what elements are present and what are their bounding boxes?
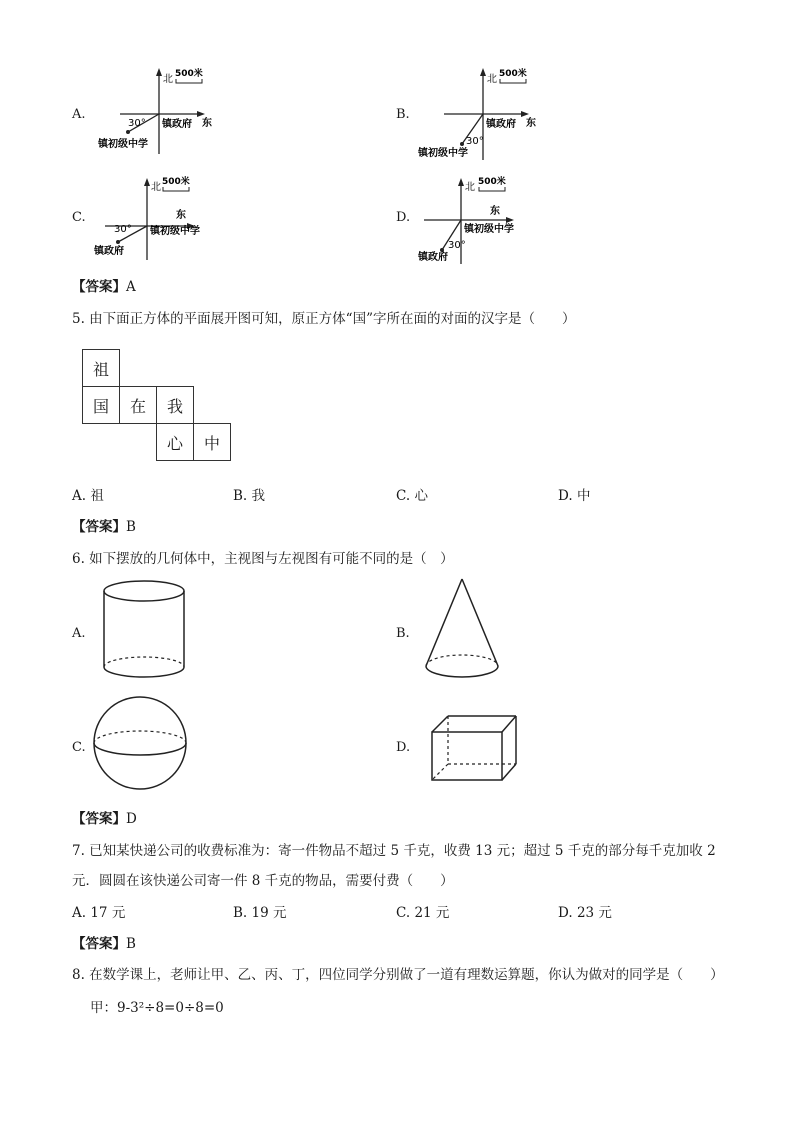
- net-face: 国: [82, 386, 120, 424]
- east-label: 东: [176, 210, 186, 221]
- q6-option-b-letter: B.: [396, 626, 410, 641]
- sphere-shape: [88, 695, 192, 793]
- north-label: 北: [465, 182, 475, 193]
- scale-label: 500米: [175, 69, 203, 79]
- q4-option-a-letter: A.: [72, 107, 86, 122]
- q4-option-a-diagram: [90, 62, 240, 162]
- q7-option-d: D. 23 元: [558, 905, 612, 921]
- net-face: 中: [193, 423, 231, 461]
- q5-option-c: C. 心: [396, 488, 428, 504]
- q5-option-d: D. 中: [558, 488, 591, 504]
- net-face: 我: [156, 386, 194, 424]
- q8-question: 8. 在数学课上，老师让甲、乙、丙、丁，四位同学分别做了一道有理数运算题，你认为做对的同学是（ ）: [72, 967, 724, 983]
- q4-option-c-diagram: [90, 172, 240, 264]
- school-label: 镇初级中学: [150, 226, 200, 237]
- school-label: 镇初级中学: [98, 139, 148, 150]
- q7-question-line2: 元．圆圆在该快递公司寄一件 8 千克的物品，需要付费（ ）: [72, 873, 454, 889]
- q4-option-d-letter: D.: [396, 210, 411, 225]
- east-label: 东: [526, 118, 536, 129]
- gov-label: 镇政府: [418, 252, 448, 263]
- q4-option-b-letter: B.: [396, 107, 410, 122]
- gov-label: 镇政府: [162, 119, 192, 130]
- q5-question: 5. 由下面正方体的平面展开图可知，原正方体“国”字所在面的对面的汉字是（ ）: [72, 311, 576, 327]
- east-label: 东: [490, 206, 500, 217]
- angle-label: 30°: [128, 118, 146, 129]
- q4-option-b-diagram: [414, 62, 564, 167]
- q6-option-d-letter: D.: [396, 740, 411, 755]
- scale-label: 500米: [499, 69, 527, 79]
- q7-option-b: B. 19 元: [233, 905, 287, 921]
- cone-shape: [420, 576, 506, 684]
- q6-option-c-letter: C.: [72, 740, 86, 755]
- q6-question: 6. 如下摆放的几何体中，主视图与左视图有可能不同的是（ ）: [72, 551, 454, 567]
- angle-label: 30°: [114, 224, 132, 235]
- q4-answer: 【答案】A: [72, 279, 136, 295]
- north-label: 北: [487, 74, 497, 85]
- q7-option-c: C. 21 元: [396, 905, 450, 921]
- cuboid-shape: [428, 712, 520, 784]
- q6-option-a-letter: A.: [72, 626, 86, 641]
- north-label: 北: [151, 182, 161, 193]
- north-label: 北: [163, 74, 173, 85]
- school-label: 镇初级中学: [464, 224, 514, 235]
- q7-option-a: A. 17 元: [72, 905, 126, 921]
- gov-label: 镇政府: [486, 119, 516, 130]
- q8-jia-work: 甲：9-3²÷8=0÷8=0: [90, 1000, 224, 1016]
- angle-label: 30°: [466, 136, 484, 147]
- net-face-top: 祖: [82, 349, 120, 387]
- q4-option-c-letter: C.: [72, 210, 86, 225]
- q5-option-b: B. 我: [233, 488, 266, 504]
- q5-answer: 【答案】B: [72, 519, 136, 535]
- east-label: 东: [202, 118, 212, 129]
- cube-net: [82, 349, 242, 469]
- net-face: 在: [119, 386, 157, 424]
- scale-label: 500米: [162, 177, 190, 187]
- scale-label: 500米: [478, 177, 506, 187]
- q7-answer: 【答案】B: [72, 936, 136, 952]
- angle-label: 30°: [448, 240, 466, 251]
- school-label: 镇初级中学: [418, 148, 468, 159]
- q6-answer: 【答案】D: [72, 811, 137, 827]
- gov-label: 镇政府: [94, 246, 124, 257]
- cylinder-shape: [100, 578, 190, 682]
- q7-question-line1: 7. 已知某快递公司的收费标准为：寄一件物品不超过 5 千克，收费 13 元；超过 5 千克的部分每千克加收 2: [72, 843, 716, 859]
- q5-option-a: A. 祖: [72, 488, 104, 504]
- q4-option-d-diagram: [414, 172, 564, 267]
- net-face: 心: [156, 423, 194, 461]
